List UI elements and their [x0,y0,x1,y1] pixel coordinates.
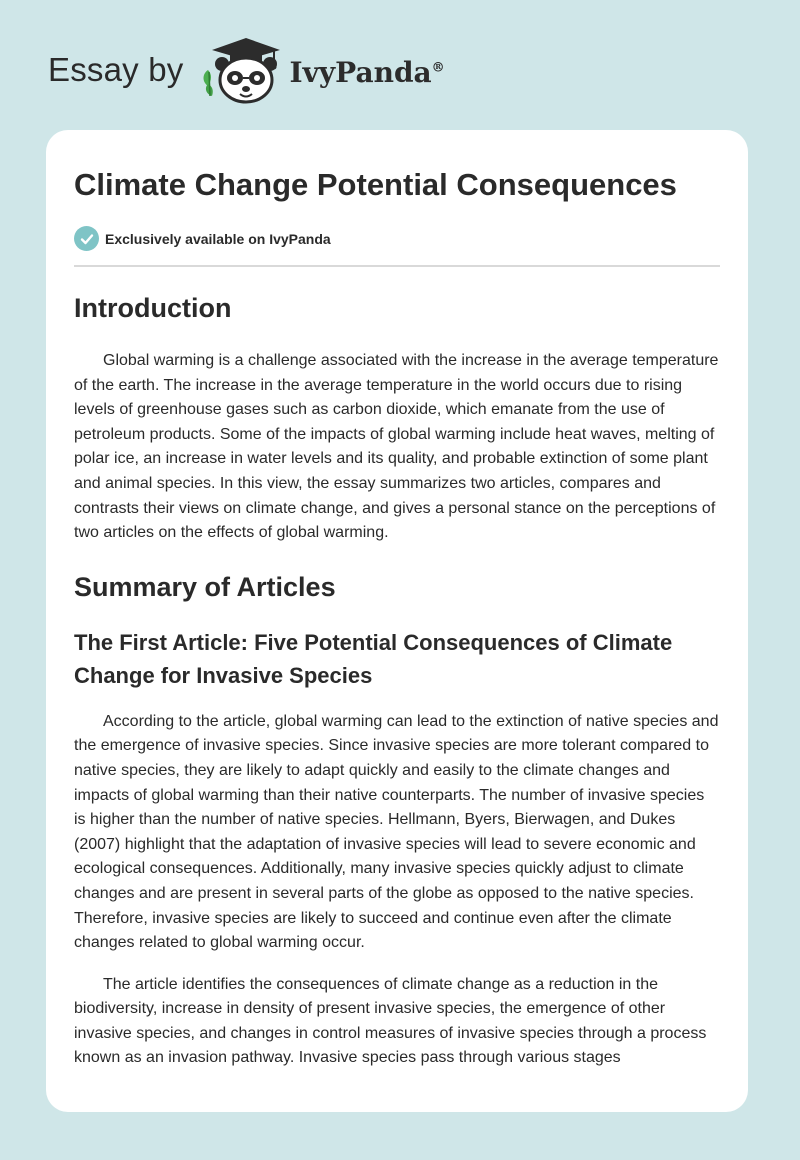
exclusive-badge-text: Exclusively available on IvyPanda [105,230,331,247]
page-title: Climate Change Potential Consequences [74,167,677,202]
brand-name[interactable]: IvyPanda® [289,55,445,89]
registered-mark: ® [431,60,445,76]
first-article-paragraph-1: According to the article, global warming can lead to the extinction of native species and the emergence of invasive species. Since invasive species are more tolerant compared to native species, they are likely to adapt quickly and easily to the climate changes and impacts of global warming than their native counterparts. The number of invasive species is higher than the number of native species. Hellmann, Byers, Bierwagen, and Dukes (2007) highlight that the adaptation of invasive species will lead to severe economic and ecological consequences. Additionally, many invasive species quickly adjust to climate changes and are present in several parts of the globe as opposed to the native species. Therefore, invasive species are likely to succeed and continue even after the climate changes related to global warming occur. [74,712,719,952]
essay-by-label: Essay by [48,51,184,88]
site-header [48,34,445,106]
leaf-icon [203,70,212,96]
exclusive-badge [74,226,720,251]
check-icon [74,226,99,251]
introduction-paragraph: Global warming is a challenge associated with the increase in the average temperature of the earth. The increase in the average temperature in the world occurs due to rising levels of greenhouse gases such as carbon dioxide, which emanate from the use of petroleum products. Some of the impacts of global warming include heat waves, melting of polar ice, an increase in water levels and its quality, and probable extinction of some plant and animal species. In this view, the essay summarizes two articles, compares and contrasts their views on climate change, and gives a personal stance on the perceptions of two articles on the effects of global warming. [74,352,719,542]
divider [74,265,720,267]
essay-card [46,130,748,1112]
summary-heading: Summary of Articles [74,571,336,602]
first-article-paragraph-2: The article identifies the consequences of climate change as a reduction in the biodiversity, increase in density of present invasive species, the emergence of other invasive species, and changes in control measures of invasive species through a process known as an invasion pathway. Invasive species pass through various stages [74,975,707,1067]
panda-graduate-logo-icon[interactable] [194,34,286,106]
first-article-heading: The First Article: Five Potential Consequences of Climate Change for Invasive Species [74,629,673,688]
introduction-heading: Introduction [74,293,232,323]
